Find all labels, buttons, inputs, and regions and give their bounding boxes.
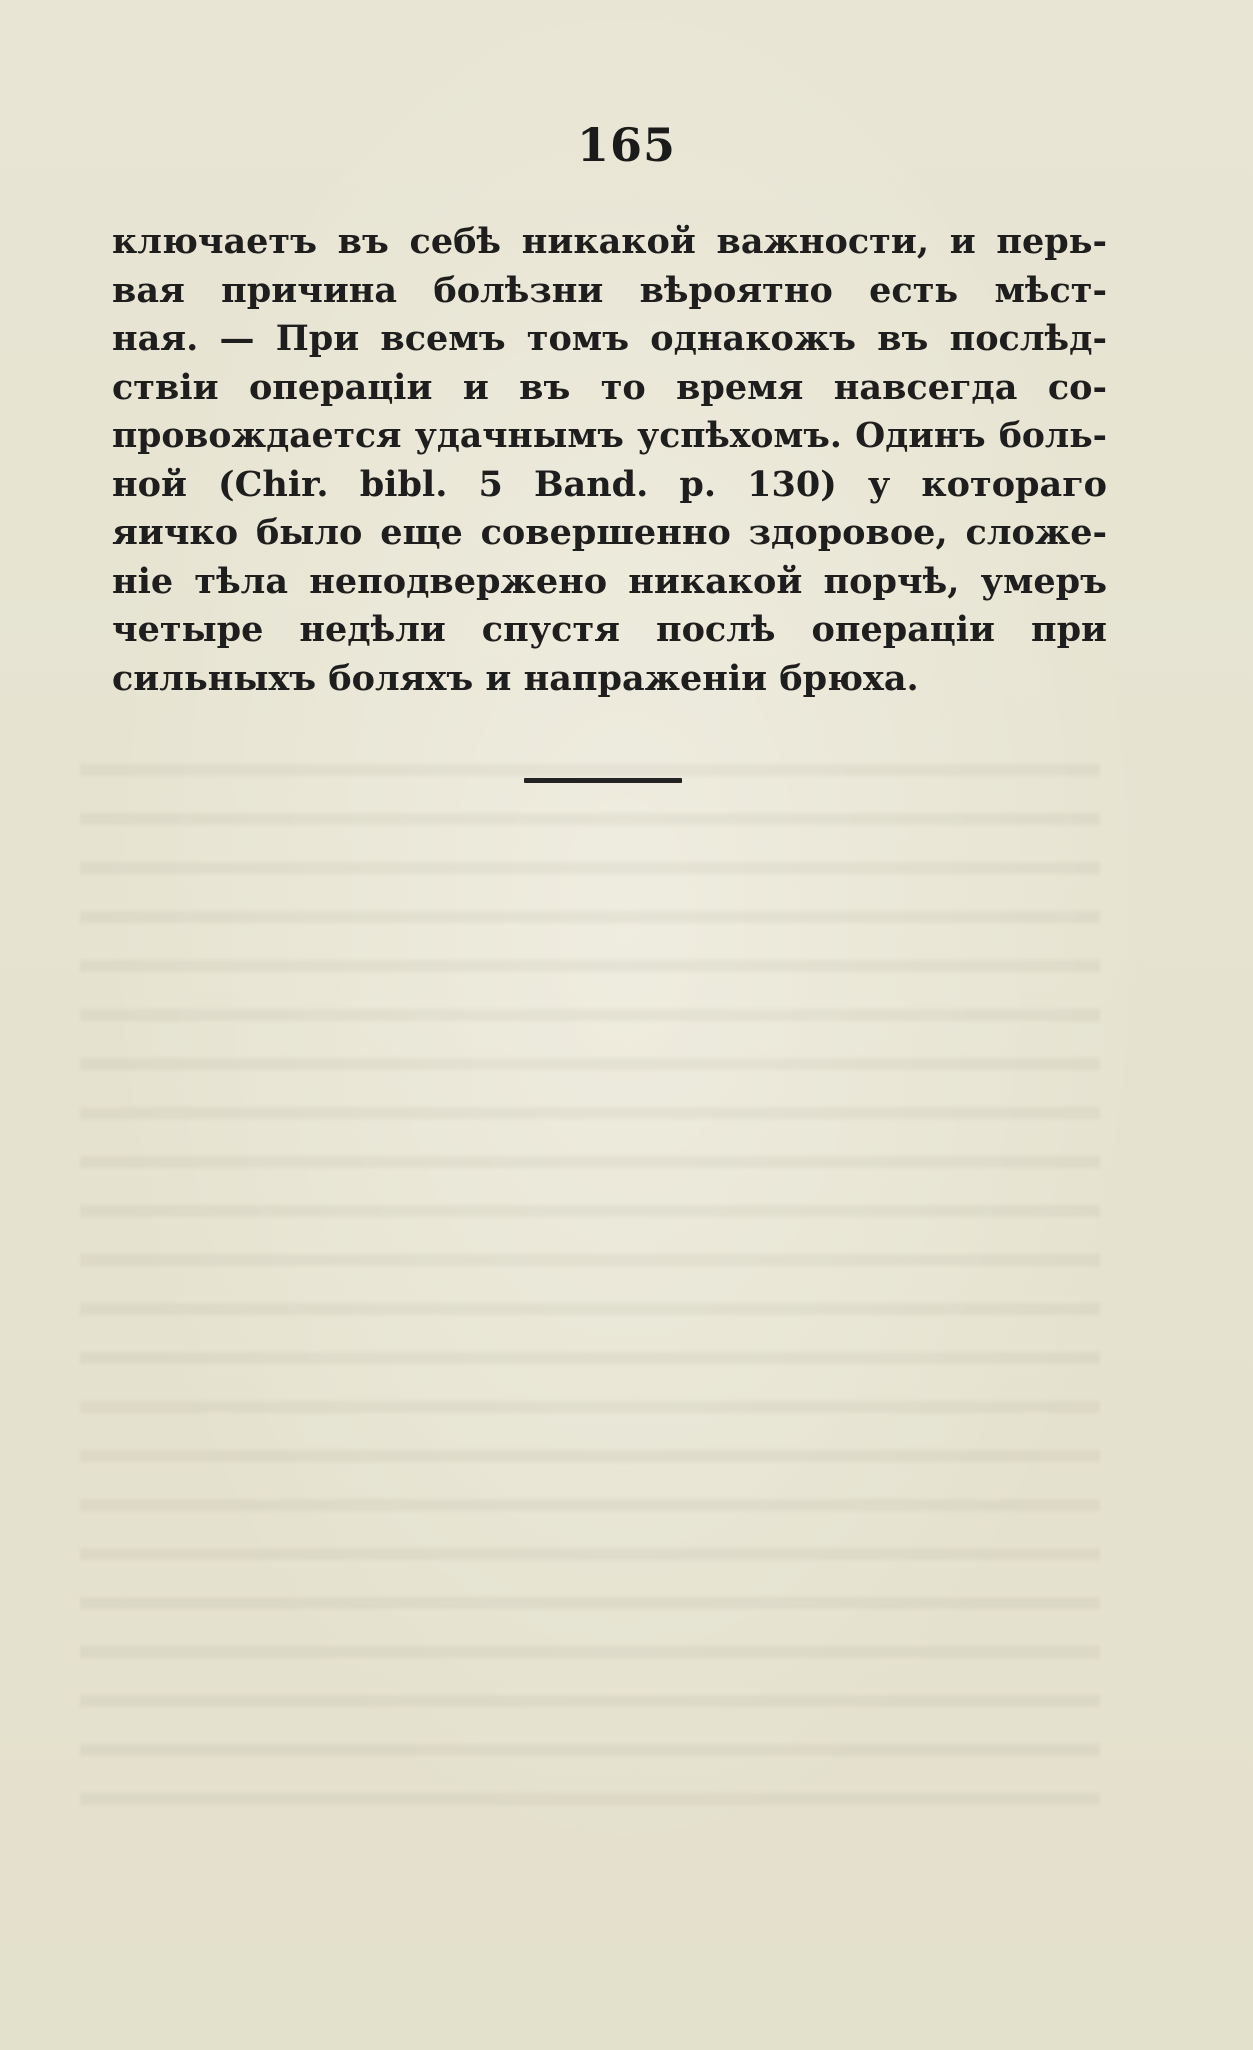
text-line: ключаетъ въ себѣ никакой важности, и перь-: [112, 221, 1107, 262]
text-line: вая причина болѣзни вѣроятно есть мѣст-: [112, 269, 1107, 311]
text-line: ствіи операціи и въ то время навсегда со-: [112, 366, 1107, 408]
text-line: ной (Chir. bibl. 5 Band. p. 130) у котораго: [112, 463, 1107, 505]
text-line: четыре недѣли спустя послѣ операціи при: [112, 609, 1107, 650]
text-line: провождается удачнымъ успѣхомъ. Одинъ боль-: [112, 416, 1107, 456]
bleed-through-shadow: [80, 740, 1100, 1840]
text-line: ная. — При всемъ томъ однакожъ въ послѣд-: [112, 318, 1107, 359]
text-line: ніе тѣла неподвержено никакой порчѣ, умеръ: [112, 560, 1107, 602]
text-line: сильныхъ боляхъ и напраженіи брюха.: [112, 657, 919, 699]
text-line: яичко было еще совершенно здоровое, сложе-: [112, 512, 1107, 553]
page-number: 165: [576, 118, 677, 172]
body-text: [112, 218, 1107, 703]
section-divider: [524, 778, 682, 783]
